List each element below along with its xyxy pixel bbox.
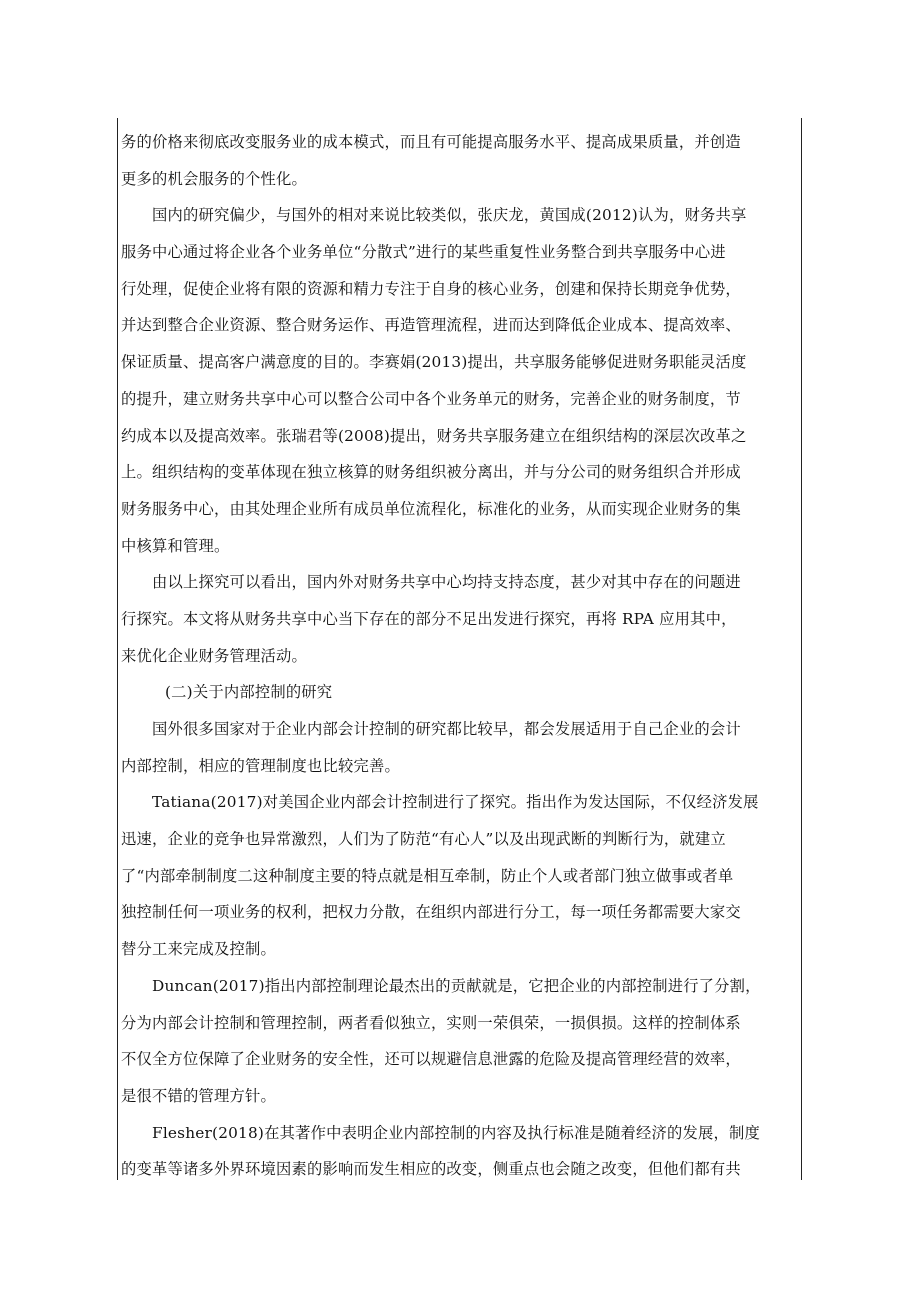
text-line: 不仅全方位保障了企业财务的安全性，还可以规避信息泄露的危险及提高管理经营的效率，: [121, 1050, 741, 1069]
text-line: 中核算和管理。: [121, 536, 230, 555]
paragraph-start: Flesher(2018)在其著作中表明企业内部控制的内容及执行标准是随着经济的发展，制度: [152, 1123, 760, 1142]
text-line: 务的价格来彻底改变服务业的成本模式，而且有可能提高服务水平、提高成果质量，并创造: [121, 133, 741, 151]
document-body: [121, 124, 799, 1188]
text-line: 财务服务中心，由其处理企业所有成员单位流程化，标准化的业务，从而实现企业财务的集: [121, 499, 741, 518]
text-line: 的提升，建立财务共享中心可以整合公司中各个业务单元的财务，完善企业的财务制度，节: [121, 389, 741, 408]
text-line: 了“内部牵制制度二这种制度主要的特点就是相互牵制，防止个人或者部门独立做事或者单: [121, 866, 734, 885]
text-line: 更多的机会服务的个性化。: [121, 169, 307, 188]
text-line: 分为内部会计控制和管理控制，两者看似独立，实则一荣俱荣，一损俱损。这样的控制体系: [121, 1013, 741, 1032]
text-line: 上。组织结构的变革体现在独立核算的财务组织被分离出，并与分公司的财务组织合并形成: [121, 463, 741, 482]
text-line: 内部控制，相应的管理制度也比较完善。: [121, 756, 400, 775]
paragraph-start: Tatiana(2017)对美国企业内部会计控制进行了探究。指出作为发达国际，不仅经济发展: [152, 793, 759, 812]
paragraph-start: 国内的研究偏少，与国外的相对来说比较类似，张庆龙，黄国成(2012)认为，财务共享: [152, 206, 747, 225]
paragraph-start: 国外很多国家对于企业内部会计控制的研究都比较早，都会发展适用于自己企业的会计: [152, 720, 741, 738]
text-line: 行处理，促使企业将有限的资源和精力专注于自身的核心业务，创建和保持长期竞争优势，: [121, 279, 741, 298]
section-heading: (二)关于内部控制的研究: [165, 683, 333, 702]
text-line: 来优化企业财务管理活动。: [121, 646, 307, 665]
text-line: 服务中心通过将企业各个业务单位“分散式”进行的某些重复性业务整合到共享服务中心进: [121, 243, 726, 262]
paragraph-start: 由以上探究可以看出，国内外对财务共享中心均持支持态度，甚少对其中存在的问题进: [152, 573, 741, 592]
text-line: 约成本以及提高效率。张瑞君等(2008)提出，财务共享服务建立在组织结构的深层次改革之: [121, 426, 747, 445]
text-line: 的变革等诸多外界环境因素的影响而发生相应的改变，侧重点也会随之改变，但他们都有共: [121, 1160, 741, 1179]
text-line: 迅速，企业的竞争也异常激烈，人们为了防范“有心人”以及出现武断的判断行为，就建立: [121, 830, 726, 849]
text-line: 替分工来完成及控制。: [121, 940, 276, 959]
text-line: 是很不错的管理方针。: [121, 1086, 276, 1105]
text-line: 行探究。本文将从财务共享中心当下存在的部分不足出发进行探究，再将 RPA 应用其中，: [121, 609, 737, 628]
text-line: 并达到整合企业资源、整合财务运作、再造管理流程，进而达到降低企业成本、提高效率、: [121, 316, 741, 335]
text-line: 保证质量、提高客户满意度的目的。李赛娟(2013)提出，共享服务能够促进财务职能灵活度: [121, 353, 747, 372]
paragraph-start: Duncan(2017)指出内部控制理论最杰出的贡献就是，它把企业的内部控制进行了分割，: [152, 976, 761, 995]
text-line: 独控制任何一项业务的权利，把权力分散，在组织内部进行分工，每一项任务都需要大家交: [121, 903, 741, 922]
